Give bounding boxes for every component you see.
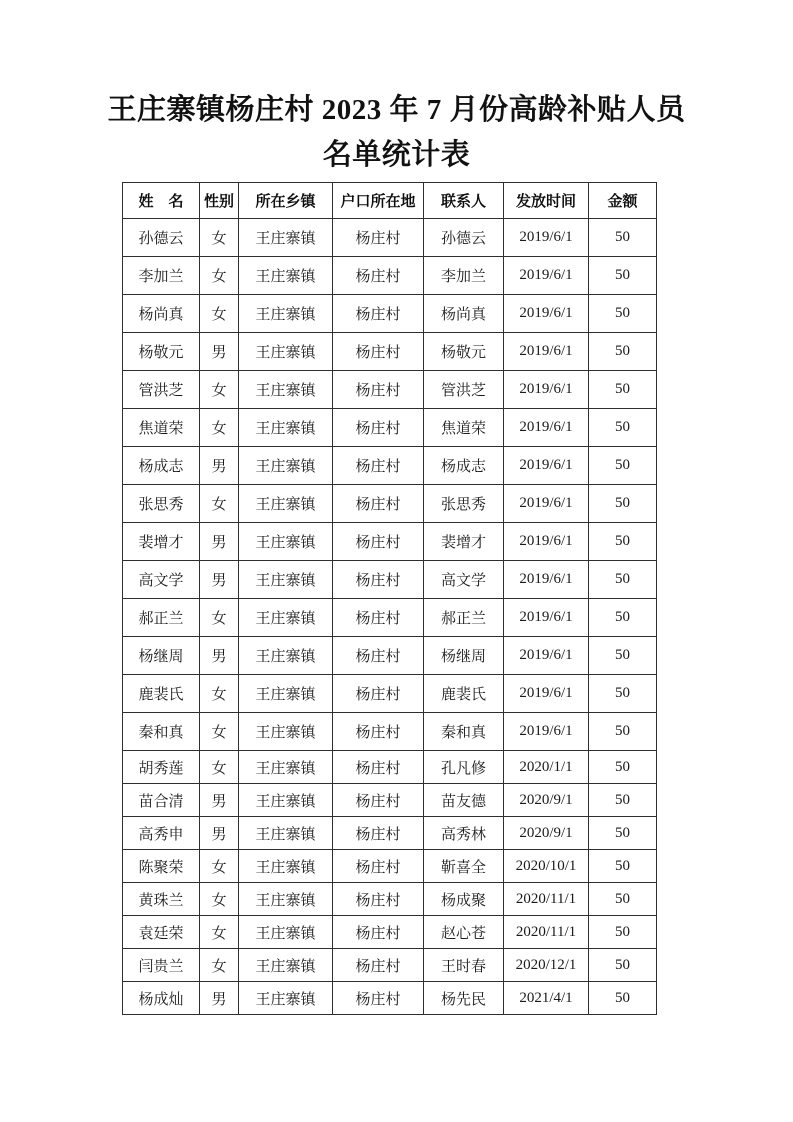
cell-gender: 男 — [200, 637, 239, 675]
cell-household-location: 杨庄村 — [333, 784, 424, 817]
cell-town: 王庄寨镇 — [239, 485, 333, 523]
cell-issue-date: 2019/6/1 — [504, 409, 589, 447]
page-title-line-1: 王庄寨镇杨庄村 2023 年 7 月份高龄补贴人员 — [107, 94, 686, 126]
cell-name: 杨继周 — [123, 637, 200, 675]
cell-gender: 女 — [200, 850, 239, 883]
table-row — [123, 523, 657, 561]
cell-town: 王庄寨镇 — [239, 409, 333, 447]
cell-gender: 男 — [200, 561, 239, 599]
cell-contact: 孔凡修 — [424, 751, 504, 784]
header-issue-date: 发放时间 — [504, 183, 589, 219]
cell-issue-date: 2019/6/1 — [504, 599, 589, 637]
cell-contact: 王时春 — [424, 949, 504, 982]
cell-contact: 杨敬元 — [424, 333, 504, 371]
table-row — [123, 599, 657, 637]
cell-issue-date: 2020/9/1 — [504, 784, 589, 817]
cell-issue-date: 2019/6/1 — [504, 219, 589, 257]
cell-town: 王庄寨镇 — [239, 257, 333, 295]
cell-town: 王庄寨镇 — [239, 295, 333, 333]
cell-amount: 50 — [589, 916, 657, 949]
cell-amount: 50 — [589, 982, 657, 1015]
cell-issue-date: 2019/6/1 — [504, 371, 589, 409]
cell-issue-date: 2020/1/1 — [504, 751, 589, 784]
subsidy-recipients-table — [122, 182, 657, 1015]
cell-amount: 50 — [589, 599, 657, 637]
cell-household-location: 杨庄村 — [333, 599, 424, 637]
cell-gender: 女 — [200, 485, 239, 523]
cell-gender: 男 — [200, 784, 239, 817]
header-amount: 金额 — [589, 183, 657, 219]
cell-issue-date: 2020/11/1 — [504, 916, 589, 949]
cell-name: 杨成灿 — [123, 982, 200, 1015]
cell-name: 焦道荣 — [123, 409, 200, 447]
cell-gender: 女 — [200, 713, 239, 751]
table-row — [123, 817, 657, 850]
cell-issue-date: 2019/6/1 — [504, 295, 589, 333]
cell-name: 高秀申 — [123, 817, 200, 850]
cell-town: 王庄寨镇 — [239, 751, 333, 784]
cell-household-location: 杨庄村 — [333, 817, 424, 850]
cell-name: 袁廷荣 — [123, 916, 200, 949]
cell-name: 裴增才 — [123, 523, 200, 561]
cell-gender: 女 — [200, 257, 239, 295]
table-row — [123, 784, 657, 817]
cell-name: 鹿裴氏 — [123, 675, 200, 713]
table-body — [123, 219, 657, 1015]
cell-contact: 杨成志 — [424, 447, 504, 485]
cell-town: 王庄寨镇 — [239, 599, 333, 637]
cell-town: 王庄寨镇 — [239, 916, 333, 949]
cell-issue-date: 2019/6/1 — [504, 257, 589, 295]
cell-contact: 李加兰 — [424, 257, 504, 295]
cell-name: 张思秀 — [123, 485, 200, 523]
cell-name: 陈聚荣 — [123, 850, 200, 883]
cell-contact: 管洪芝 — [424, 371, 504, 409]
table-row — [123, 333, 657, 371]
cell-gender: 女 — [200, 949, 239, 982]
cell-town: 王庄寨镇 — [239, 982, 333, 1015]
cell-household-location: 杨庄村 — [333, 675, 424, 713]
cell-amount: 50 — [589, 409, 657, 447]
table-row — [123, 257, 657, 295]
cell-amount: 50 — [589, 850, 657, 883]
cell-household-location: 杨庄村 — [333, 333, 424, 371]
cell-household-location: 杨庄村 — [333, 295, 424, 333]
cell-contact: 裴增才 — [424, 523, 504, 561]
header-gender: 性别 — [200, 183, 239, 219]
table-row — [123, 295, 657, 333]
cell-household-location: 杨庄村 — [333, 219, 424, 257]
cell-town: 王庄寨镇 — [239, 675, 333, 713]
cell-town: 王庄寨镇 — [239, 784, 333, 817]
table-row — [123, 447, 657, 485]
page-title-line-2: 名单统计表 — [322, 139, 471, 171]
cell-gender: 女 — [200, 409, 239, 447]
cell-gender: 女 — [200, 599, 239, 637]
cell-amount: 50 — [589, 883, 657, 916]
cell-household-location: 杨庄村 — [333, 637, 424, 675]
cell-gender: 男 — [200, 982, 239, 1015]
cell-amount: 50 — [589, 333, 657, 371]
cell-household-location: 杨庄村 — [333, 523, 424, 561]
table-row — [123, 371, 657, 409]
header-name: 姓 名 — [123, 183, 200, 219]
cell-household-location: 杨庄村 — [333, 949, 424, 982]
cell-gender: 女 — [200, 916, 239, 949]
cell-town: 王庄寨镇 — [239, 883, 333, 916]
table-row — [123, 916, 657, 949]
cell-town: 王庄寨镇 — [239, 523, 333, 561]
page-title — [0, 88, 793, 178]
cell-contact: 杨尚真 — [424, 295, 504, 333]
cell-household-location: 杨庄村 — [333, 409, 424, 447]
cell-contact: 秦和真 — [424, 713, 504, 751]
cell-contact: 孙德云 — [424, 219, 504, 257]
cell-amount: 50 — [589, 485, 657, 523]
cell-name: 胡秀莲 — [123, 751, 200, 784]
cell-issue-date: 2019/6/1 — [504, 637, 589, 675]
cell-household-location: 杨庄村 — [333, 713, 424, 751]
table-row — [123, 850, 657, 883]
cell-town: 王庄寨镇 — [239, 817, 333, 850]
table-row — [123, 485, 657, 523]
cell-gender: 女 — [200, 371, 239, 409]
cell-contact: 张思秀 — [424, 485, 504, 523]
cell-contact: 鹿裴氏 — [424, 675, 504, 713]
cell-amount: 50 — [589, 295, 657, 333]
cell-issue-date: 2019/6/1 — [504, 523, 589, 561]
cell-name: 杨成志 — [123, 447, 200, 485]
cell-household-location: 杨庄村 — [333, 371, 424, 409]
cell-household-location: 杨庄村 — [333, 485, 424, 523]
cell-contact: 高文学 — [424, 561, 504, 599]
cell-issue-date: 2019/6/1 — [504, 675, 589, 713]
cell-name: 高文学 — [123, 561, 200, 599]
table-row — [123, 751, 657, 784]
cell-name: 秦和真 — [123, 713, 200, 751]
table-row — [123, 561, 657, 599]
cell-town: 王庄寨镇 — [239, 371, 333, 409]
cell-name: 管洪芝 — [123, 371, 200, 409]
table-row — [123, 219, 657, 257]
cell-amount: 50 — [589, 751, 657, 784]
cell-issue-date: 2019/6/1 — [504, 485, 589, 523]
cell-issue-date: 2021/4/1 — [504, 982, 589, 1015]
cell-name: 闫贵兰 — [123, 949, 200, 982]
cell-town: 王庄寨镇 — [239, 447, 333, 485]
cell-issue-date: 2019/6/1 — [504, 447, 589, 485]
cell-town: 王庄寨镇 — [239, 850, 333, 883]
cell-household-location: 杨庄村 — [333, 982, 424, 1015]
cell-gender: 男 — [200, 817, 239, 850]
cell-issue-date: 2019/6/1 — [504, 333, 589, 371]
cell-gender: 女 — [200, 219, 239, 257]
cell-name: 杨尚真 — [123, 295, 200, 333]
cell-gender: 男 — [200, 333, 239, 371]
cell-household-location: 杨庄村 — [333, 447, 424, 485]
cell-amount: 50 — [589, 784, 657, 817]
cell-household-location: 杨庄村 — [333, 916, 424, 949]
cell-contact: 杨成聚 — [424, 883, 504, 916]
cell-town: 王庄寨镇 — [239, 949, 333, 982]
cell-town: 王庄寨镇 — [239, 561, 333, 599]
cell-issue-date: 2020/9/1 — [504, 817, 589, 850]
table-header-row — [123, 183, 657, 219]
table-row — [123, 637, 657, 675]
cell-name: 黄珠兰 — [123, 883, 200, 916]
cell-gender: 男 — [200, 523, 239, 561]
cell-amount: 50 — [589, 523, 657, 561]
cell-amount: 50 — [589, 371, 657, 409]
cell-town: 王庄寨镇 — [239, 713, 333, 751]
cell-gender: 女 — [200, 675, 239, 713]
cell-name: 李加兰 — [123, 257, 200, 295]
table-row — [123, 883, 657, 916]
cell-household-location: 杨庄村 — [333, 850, 424, 883]
table-row — [123, 949, 657, 982]
table-row — [123, 675, 657, 713]
cell-amount: 50 — [589, 561, 657, 599]
cell-issue-date: 2020/12/1 — [504, 949, 589, 982]
cell-amount: 50 — [589, 637, 657, 675]
cell-gender: 女 — [200, 751, 239, 784]
cell-contact: 靳喜全 — [424, 850, 504, 883]
header-town: 所在乡镇 — [239, 183, 333, 219]
cell-issue-date: 2020/10/1 — [504, 850, 589, 883]
cell-name: 苗合清 — [123, 784, 200, 817]
cell-amount: 50 — [589, 447, 657, 485]
cell-name: 郝正兰 — [123, 599, 200, 637]
cell-name: 孙德云 — [123, 219, 200, 257]
cell-contact: 杨先民 — [424, 982, 504, 1015]
cell-issue-date: 2019/6/1 — [504, 713, 589, 751]
cell-amount: 50 — [589, 219, 657, 257]
table-row — [123, 982, 657, 1015]
cell-name: 杨敬元 — [123, 333, 200, 371]
cell-amount: 50 — [589, 817, 657, 850]
cell-contact: 高秀林 — [424, 817, 504, 850]
cell-household-location: 杨庄村 — [333, 561, 424, 599]
table-row — [123, 713, 657, 751]
cell-gender: 女 — [200, 883, 239, 916]
cell-amount: 50 — [589, 257, 657, 295]
table-row — [123, 409, 657, 447]
cell-contact: 赵心苍 — [424, 916, 504, 949]
cell-town: 王庄寨镇 — [239, 219, 333, 257]
cell-issue-date: 2019/6/1 — [504, 561, 589, 599]
cell-town: 王庄寨镇 — [239, 637, 333, 675]
cell-amount: 50 — [589, 713, 657, 751]
cell-gender: 男 — [200, 447, 239, 485]
cell-gender: 女 — [200, 295, 239, 333]
cell-contact: 苗友德 — [424, 784, 504, 817]
cell-contact: 焦道荣 — [424, 409, 504, 447]
cell-household-location: 杨庄村 — [333, 751, 424, 784]
cell-town: 王庄寨镇 — [239, 333, 333, 371]
cell-contact: 杨继周 — [424, 637, 504, 675]
cell-household-location: 杨庄村 — [333, 257, 424, 295]
header-contact: 联系人 — [424, 183, 504, 219]
cell-household-location: 杨庄村 — [333, 883, 424, 916]
cell-contact: 郝正兰 — [424, 599, 504, 637]
cell-amount: 50 — [589, 949, 657, 982]
cell-issue-date: 2020/11/1 — [504, 883, 589, 916]
header-household-location: 户口所在地 — [333, 183, 424, 219]
cell-amount: 50 — [589, 675, 657, 713]
